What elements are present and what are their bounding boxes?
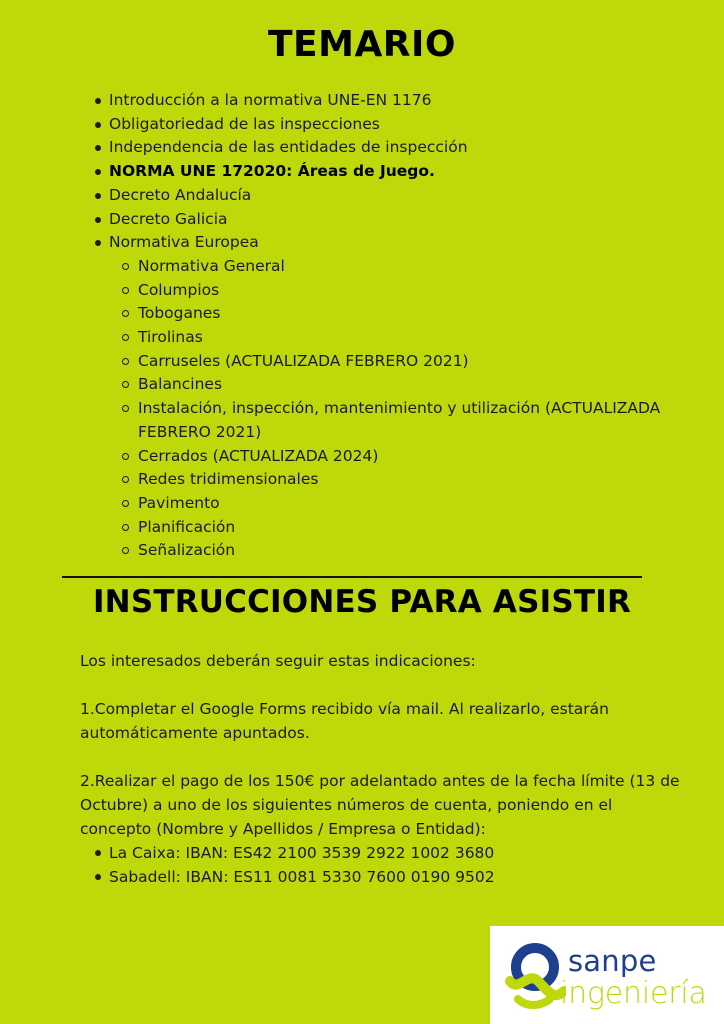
- temario-title: TEMARIO: [267, 24, 457, 65]
- list-item-normativa-europea: [95, 231, 695, 563]
- instructions-step-1: 1.Completar el Google Forms recibido vía mail. Al realizarlo, estarán automáticamente apuntados.: [80, 700, 609, 742]
- logo-text-ingenieria: ingeniería: [560, 976, 707, 1011]
- sublist-item: Señalización: [109, 539, 695, 563]
- bank-account-item: La Caixa: IBAN: ES42 2100 3539 2922 1002 3680: [80, 841, 680, 865]
- sublist-item: Normativa General: [109, 255, 695, 279]
- bank-account-item: Sabadell: IBAN: ES11 0081 5330 7600 0190 9502: [80, 865, 680, 889]
- sublist-item: Cerrados (ACTUALIZADA 2024): [109, 445, 695, 469]
- instructions-body: [80, 649, 680, 889]
- list-item: Decreto Galicia: [95, 208, 695, 232]
- sublist-item: Pavimento: [109, 492, 695, 516]
- list-item: Independencia de las entidades de inspección: [95, 136, 695, 160]
- instructions-intro: Los interesados deberán seguir estas indicaciones:: [80, 652, 476, 670]
- logo-text-sanpe: sanpe: [568, 944, 657, 978]
- instrucciones-title: INSTRUCCIONES PARA ASISTIR: [92, 584, 632, 620]
- sublist-item: Carruseles (ACTUALIZADA FEBRERO 2021): [109, 350, 695, 374]
- section-divider: [62, 576, 642, 578]
- sublist-item: Instalación, inspección, mantenimiento y utilización (ACTUALIZADA FEBRERO 2021): [109, 397, 695, 444]
- sanpe-logo-mark-icon: [504, 941, 566, 1009]
- temario-list: [95, 89, 695, 563]
- list-item: Decreto Andalucía: [95, 184, 695, 208]
- list-item: Introducción a la normativa UNE-EN 1176: [95, 89, 695, 113]
- sublist-item: Tirolinas: [109, 326, 695, 350]
- bank-accounts-list: [80, 841, 680, 889]
- list-item-label: Normativa Europea: [109, 233, 259, 252]
- sanpe-logo: [490, 926, 724, 1024]
- sublist-item: Redes tridimensionales: [109, 468, 695, 492]
- sublist-item: Toboganes: [109, 302, 695, 326]
- list-item-norma-une: NORMA UNE 172020: Áreas de Juego.: [95, 160, 695, 184]
- sublist-item: Columpios: [109, 279, 695, 303]
- sublist-item: Planificación: [109, 516, 695, 540]
- instructions-step-2: 2.Realizar el pago de los 150€ por adelantado antes de la fecha límite (13 de Octubre) a uno de los siguientes números de cuenta, poniendo en el concepto (Nombre y Apellidos / Empresa o Entidad):: [80, 772, 680, 838]
- normativa-europea-sublist: [109, 255, 695, 563]
- list-item: Obligatoriedad de las inspecciones: [95, 113, 695, 137]
- sublist-item: Balancines: [109, 373, 695, 397]
